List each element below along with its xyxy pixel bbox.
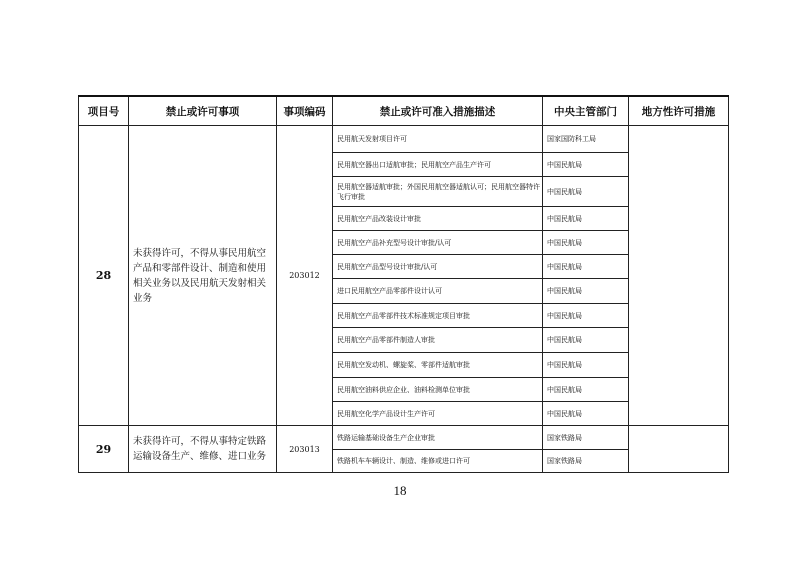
measure-description: 民用航天发射项目许可 [333,126,543,153]
header-central-department: 中央主管部门 [543,96,629,126]
central-department: 中国民航局 [543,207,629,231]
central-department: 中国民航局 [543,279,629,304]
measure-description: 民用航空产品补充型号设计审批/认可 [333,231,543,255]
central-department: 中国民航局 [543,328,629,353]
central-department: 国家铁路局 [543,450,629,473]
central-department: 中国民航局 [543,304,629,328]
central-department: 国家铁路局 [543,426,629,450]
header-item-code: 事项编码 [277,96,333,126]
measure-description: 进口民用航空产品零部件设计认可 [333,279,543,304]
measure-description: 铁路运输基础设备生产企业审批 [333,426,543,450]
header-local-permit-measures: 地方性许可措施 [629,96,729,126]
measure-description: 民用航空器出口适航审批；民用航空产品生产许可 [333,153,543,177]
central-department: 中国民航局 [543,378,629,402]
header-measure-description: 禁止或许可准入措施描述 [333,96,543,126]
measure-description: 民用航空产品零部件制造人审批 [333,328,543,353]
measure-description: 民用航空发动机、螺旋桨、零部件适航审批 [333,353,543,378]
item-code-cell: 203012 [277,126,333,426]
central-department: 国家国防科工局 [543,126,629,153]
measure-description: 民用航空产品零部件技术标准规定项目审批 [333,304,543,328]
local-permit-cell [629,126,729,426]
local-permit-cell [629,426,729,473]
central-department: 中国民航局 [543,153,629,177]
measure-description: 铁路机车车辆设计、制造、维修或进口许可 [333,450,543,473]
item-text-cell: 未获得许可，不得从事民用航空产品和零部件设计、制造和使用相关业务以及民用航天发射相关业务 [129,126,277,426]
page-number: 18 [393,483,407,498]
central-department: 中国民航局 [543,255,629,279]
access-measures-table [78,95,729,473]
central-department: 中国民航局 [543,353,629,378]
item-number-cell: 29 [79,426,129,473]
measure-description: 民用航空产品改装设计审批 [333,207,543,231]
central-department: 中国民航局 [543,177,629,207]
measure-description: 民用航空产品型号设计审批/认可 [333,255,543,279]
table-row [79,126,729,153]
item-number-cell: 28 [79,126,129,426]
item-code-cell: 203013 [277,426,333,473]
measure-description: 民用航空化学产品设计生产许可 [333,402,543,426]
central-department: 中国民航局 [543,231,629,255]
table-header-row [79,96,729,126]
header-item: 禁止或许可事项 [129,96,277,126]
measure-description: 民用航空器适航审批；外国民用航空器适航认可；民用航空器特许飞行审批 [333,177,543,207]
header-item-number: 项目号 [79,96,129,126]
item-text-cell: 未获得许可，不得从事特定铁路运输设备生产、维修、进口业务 [129,426,277,473]
central-department: 中国民航局 [543,402,629,426]
measure-description: 民用航空油料供应企业、油料检测单位审批 [333,378,543,402]
table-row [79,426,729,450]
